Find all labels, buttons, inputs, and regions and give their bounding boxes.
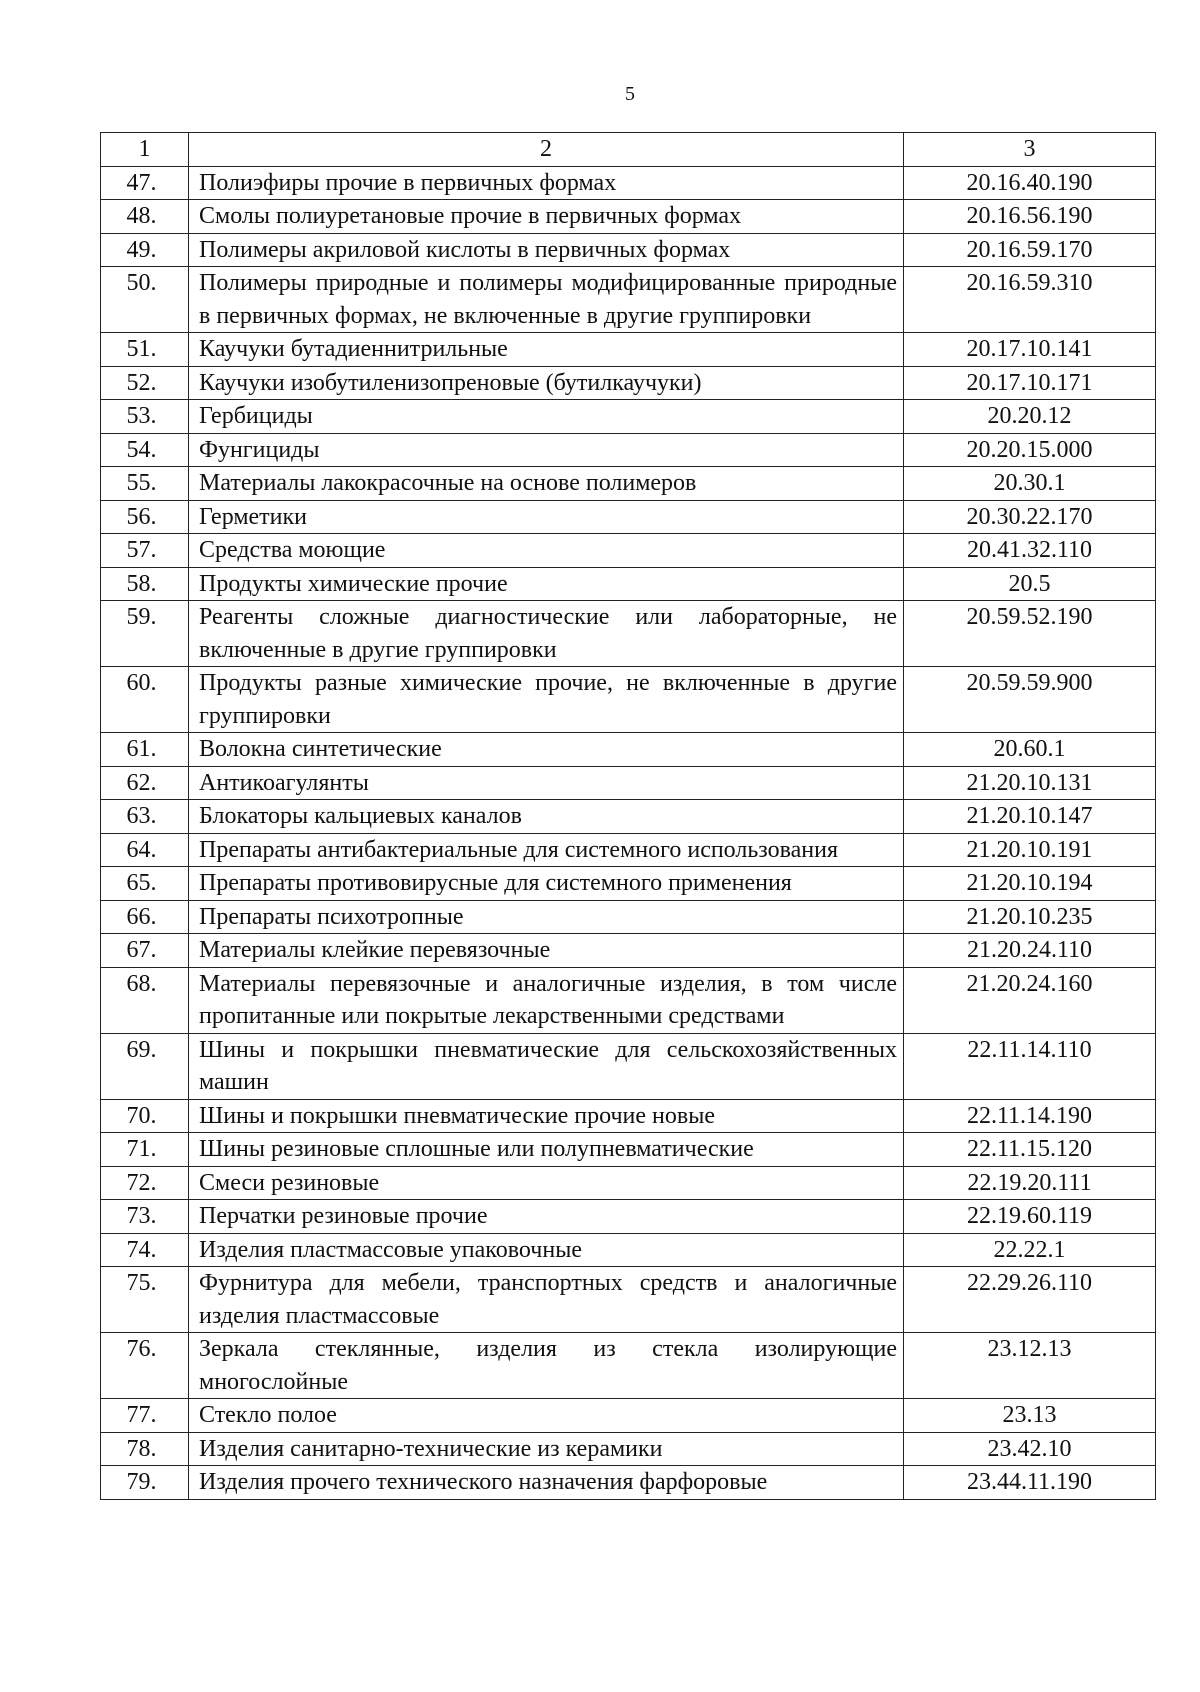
product-name: Изделия пластмассовые упаковочные (189, 1233, 904, 1267)
table-row (101, 900, 1156, 934)
row-number: 76. (101, 1333, 189, 1399)
row-number: 61. (101, 733, 189, 767)
table-row (101, 1233, 1156, 1267)
product-name: Препараты антибактериальные для системного использования (189, 833, 904, 867)
product-name: Волокна синтетические (189, 733, 904, 767)
row-number: 78. (101, 1432, 189, 1466)
table-row (101, 1033, 1156, 1099)
row-number: 77. (101, 1399, 189, 1433)
okpd-code: 20.17.10.171 (904, 366, 1156, 400)
row-number: 65. (101, 867, 189, 901)
row-number: 63. (101, 800, 189, 834)
okpd-code: 21.20.10.194 (904, 867, 1156, 901)
okpd-code: 23.42.10 (904, 1432, 1156, 1466)
table-row (101, 733, 1156, 767)
okpd-code: 20.30.1 (904, 467, 1156, 501)
row-number: 50. (101, 267, 189, 333)
product-name: Шины резиновые сплошные или полупневматические (189, 1133, 904, 1167)
product-name: Продукты разные химические прочие, не включенные в другие группировки (189, 667, 904, 733)
row-number: 52. (101, 366, 189, 400)
product-name: Изделия прочего технического назначения фарфоровые (189, 1466, 904, 1500)
okpd-code: 20.41.32.110 (904, 534, 1156, 568)
okpd-code: 22.22.1 (904, 1233, 1156, 1267)
page-number: 5 (625, 83, 635, 105)
okpd-code: 21.20.10.147 (904, 800, 1156, 834)
row-number: 72. (101, 1166, 189, 1200)
table-row (101, 1432, 1156, 1466)
table-row (101, 467, 1156, 501)
table-row (101, 934, 1156, 968)
okpd-code: 21.20.10.131 (904, 766, 1156, 800)
product-name: Полимеры природные и полимеры модифицированные природные в первичных формах, не включенные в другие группировки (189, 267, 904, 333)
column-header-number: 1 (101, 133, 189, 167)
row-number: 64. (101, 833, 189, 867)
product-name: Полимеры акриловой кислоты в первичных формах (189, 233, 904, 267)
product-name: Полиэфиры прочие в первичных формах (189, 166, 904, 200)
okpd-code: 20.59.52.190 (904, 601, 1156, 667)
table-row (101, 1333, 1156, 1399)
table-row (101, 534, 1156, 568)
okpd-code: 22.19.20.111 (904, 1166, 1156, 1200)
okpd-code: 20.16.40.190 (904, 166, 1156, 200)
okpd-code: 21.20.24.110 (904, 934, 1156, 968)
table-row (101, 200, 1156, 234)
okpd-code: 20.16.59.170 (904, 233, 1156, 267)
okpd-code: 20.16.59.310 (904, 267, 1156, 333)
okpd-code: 21.20.10.235 (904, 900, 1156, 934)
table-row (101, 1267, 1156, 1333)
column-header-code: 3 (904, 133, 1156, 167)
column-header-name: 2 (189, 133, 904, 167)
table-row (101, 967, 1156, 1033)
table-row (101, 1166, 1156, 1200)
product-name: Материалы перевязочные и аналогичные изделия, в том числе пропитанные или покрытые лекарственными средствами (189, 967, 904, 1033)
okpd-code: 20.30.22.170 (904, 500, 1156, 534)
okpd-code: 21.20.10.191 (904, 833, 1156, 867)
okpd-code: 22.29.26.110 (904, 1267, 1156, 1333)
product-name: Фунгициды (189, 433, 904, 467)
table-row (101, 667, 1156, 733)
row-number: 62. (101, 766, 189, 800)
row-number: 47. (101, 166, 189, 200)
product-name: Реагенты сложные диагностические или лабораторные, не включенные в другие группировки (189, 601, 904, 667)
row-number: 53. (101, 400, 189, 434)
table-row (101, 867, 1156, 901)
product-name: Зеркала стеклянные, изделия из стекла изолирующие многослойные (189, 1333, 904, 1399)
row-number: 69. (101, 1033, 189, 1099)
product-name: Материалы клейкие перевязочные (189, 934, 904, 968)
table-row (101, 1399, 1156, 1433)
product-name: Герметики (189, 500, 904, 534)
okpd-code: 22.11.14.190 (904, 1099, 1156, 1133)
okpd-code: 20.20.12 (904, 400, 1156, 434)
row-number: 51. (101, 333, 189, 367)
table-row (101, 766, 1156, 800)
table-row (101, 333, 1156, 367)
okpd-code: 23.12.13 (904, 1333, 1156, 1399)
product-name: Стекло полое (189, 1399, 904, 1433)
product-name: Шины и покрышки пневматические для сельскохозяйственных машин (189, 1033, 904, 1099)
product-name: Препараты психотропные (189, 900, 904, 934)
row-number: 60. (101, 667, 189, 733)
okpd-code: 20.20.15.000 (904, 433, 1156, 467)
row-number: 67. (101, 934, 189, 968)
table-row (101, 1200, 1156, 1234)
okpd-code: 20.16.56.190 (904, 200, 1156, 234)
row-number: 79. (101, 1466, 189, 1500)
row-number: 75. (101, 1267, 189, 1333)
table-row (101, 366, 1156, 400)
row-number: 74. (101, 1233, 189, 1267)
table-row (101, 500, 1156, 534)
table-row (101, 1466, 1156, 1500)
product-name: Антикоагулянты (189, 766, 904, 800)
table-row (101, 567, 1156, 601)
product-name: Материалы лакокрасочные на основе полимеров (189, 467, 904, 501)
row-number: 59. (101, 601, 189, 667)
row-number: 55. (101, 467, 189, 501)
table-row (101, 400, 1156, 434)
table-row (101, 433, 1156, 467)
product-name: Каучуки бутадиеннитрильные (189, 333, 904, 367)
table-row (101, 166, 1156, 200)
table-row (101, 267, 1156, 333)
product-name: Средства моющие (189, 534, 904, 568)
table-row (101, 1133, 1156, 1167)
products-table (100, 132, 1156, 1500)
row-number: 66. (101, 900, 189, 934)
product-name: Продукты химические прочие (189, 567, 904, 601)
product-name: Смолы полиуретановые прочие в первичных формах (189, 200, 904, 234)
product-name: Каучуки изобутиленизопреновые (бутилкаучуки) (189, 366, 904, 400)
row-number: 57. (101, 534, 189, 568)
row-number: 49. (101, 233, 189, 267)
okpd-code: 21.20.24.160 (904, 967, 1156, 1033)
row-number: 71. (101, 1133, 189, 1167)
table-row (101, 233, 1156, 267)
table-row (101, 1099, 1156, 1133)
okpd-code: 20.60.1 (904, 733, 1156, 767)
table-header-row (101, 133, 1156, 167)
product-name: Перчатки резиновые прочие (189, 1200, 904, 1234)
okpd-code: 20.5 (904, 567, 1156, 601)
product-name: Изделия санитарно-технические из керамики (189, 1432, 904, 1466)
row-number: 54. (101, 433, 189, 467)
okpd-code: 22.11.15.120 (904, 1133, 1156, 1167)
row-number: 70. (101, 1099, 189, 1133)
okpd-code: 23.44.11.190 (904, 1466, 1156, 1500)
product-name: Шины и покрышки пневматические прочие новые (189, 1099, 904, 1133)
row-number: 56. (101, 500, 189, 534)
product-name: Фурнитура для мебели, транспортных средств и аналогичные изделия пластмассовые (189, 1267, 904, 1333)
okpd-code: 22.19.60.119 (904, 1200, 1156, 1234)
okpd-code: 20.17.10.141 (904, 333, 1156, 367)
product-name: Гербициды (189, 400, 904, 434)
product-name: Препараты противовирусные для системного применения (189, 867, 904, 901)
row-number: 58. (101, 567, 189, 601)
okpd-code: 20.59.59.900 (904, 667, 1156, 733)
table-row (101, 800, 1156, 834)
row-number: 68. (101, 967, 189, 1033)
table-row (101, 833, 1156, 867)
table-row (101, 601, 1156, 667)
row-number: 48. (101, 200, 189, 234)
product-name: Смеси резиновые (189, 1166, 904, 1200)
okpd-code: 22.11.14.110 (904, 1033, 1156, 1099)
product-name: Блокаторы кальциевых каналов (189, 800, 904, 834)
okpd-code: 23.13 (904, 1399, 1156, 1433)
row-number: 73. (101, 1200, 189, 1234)
